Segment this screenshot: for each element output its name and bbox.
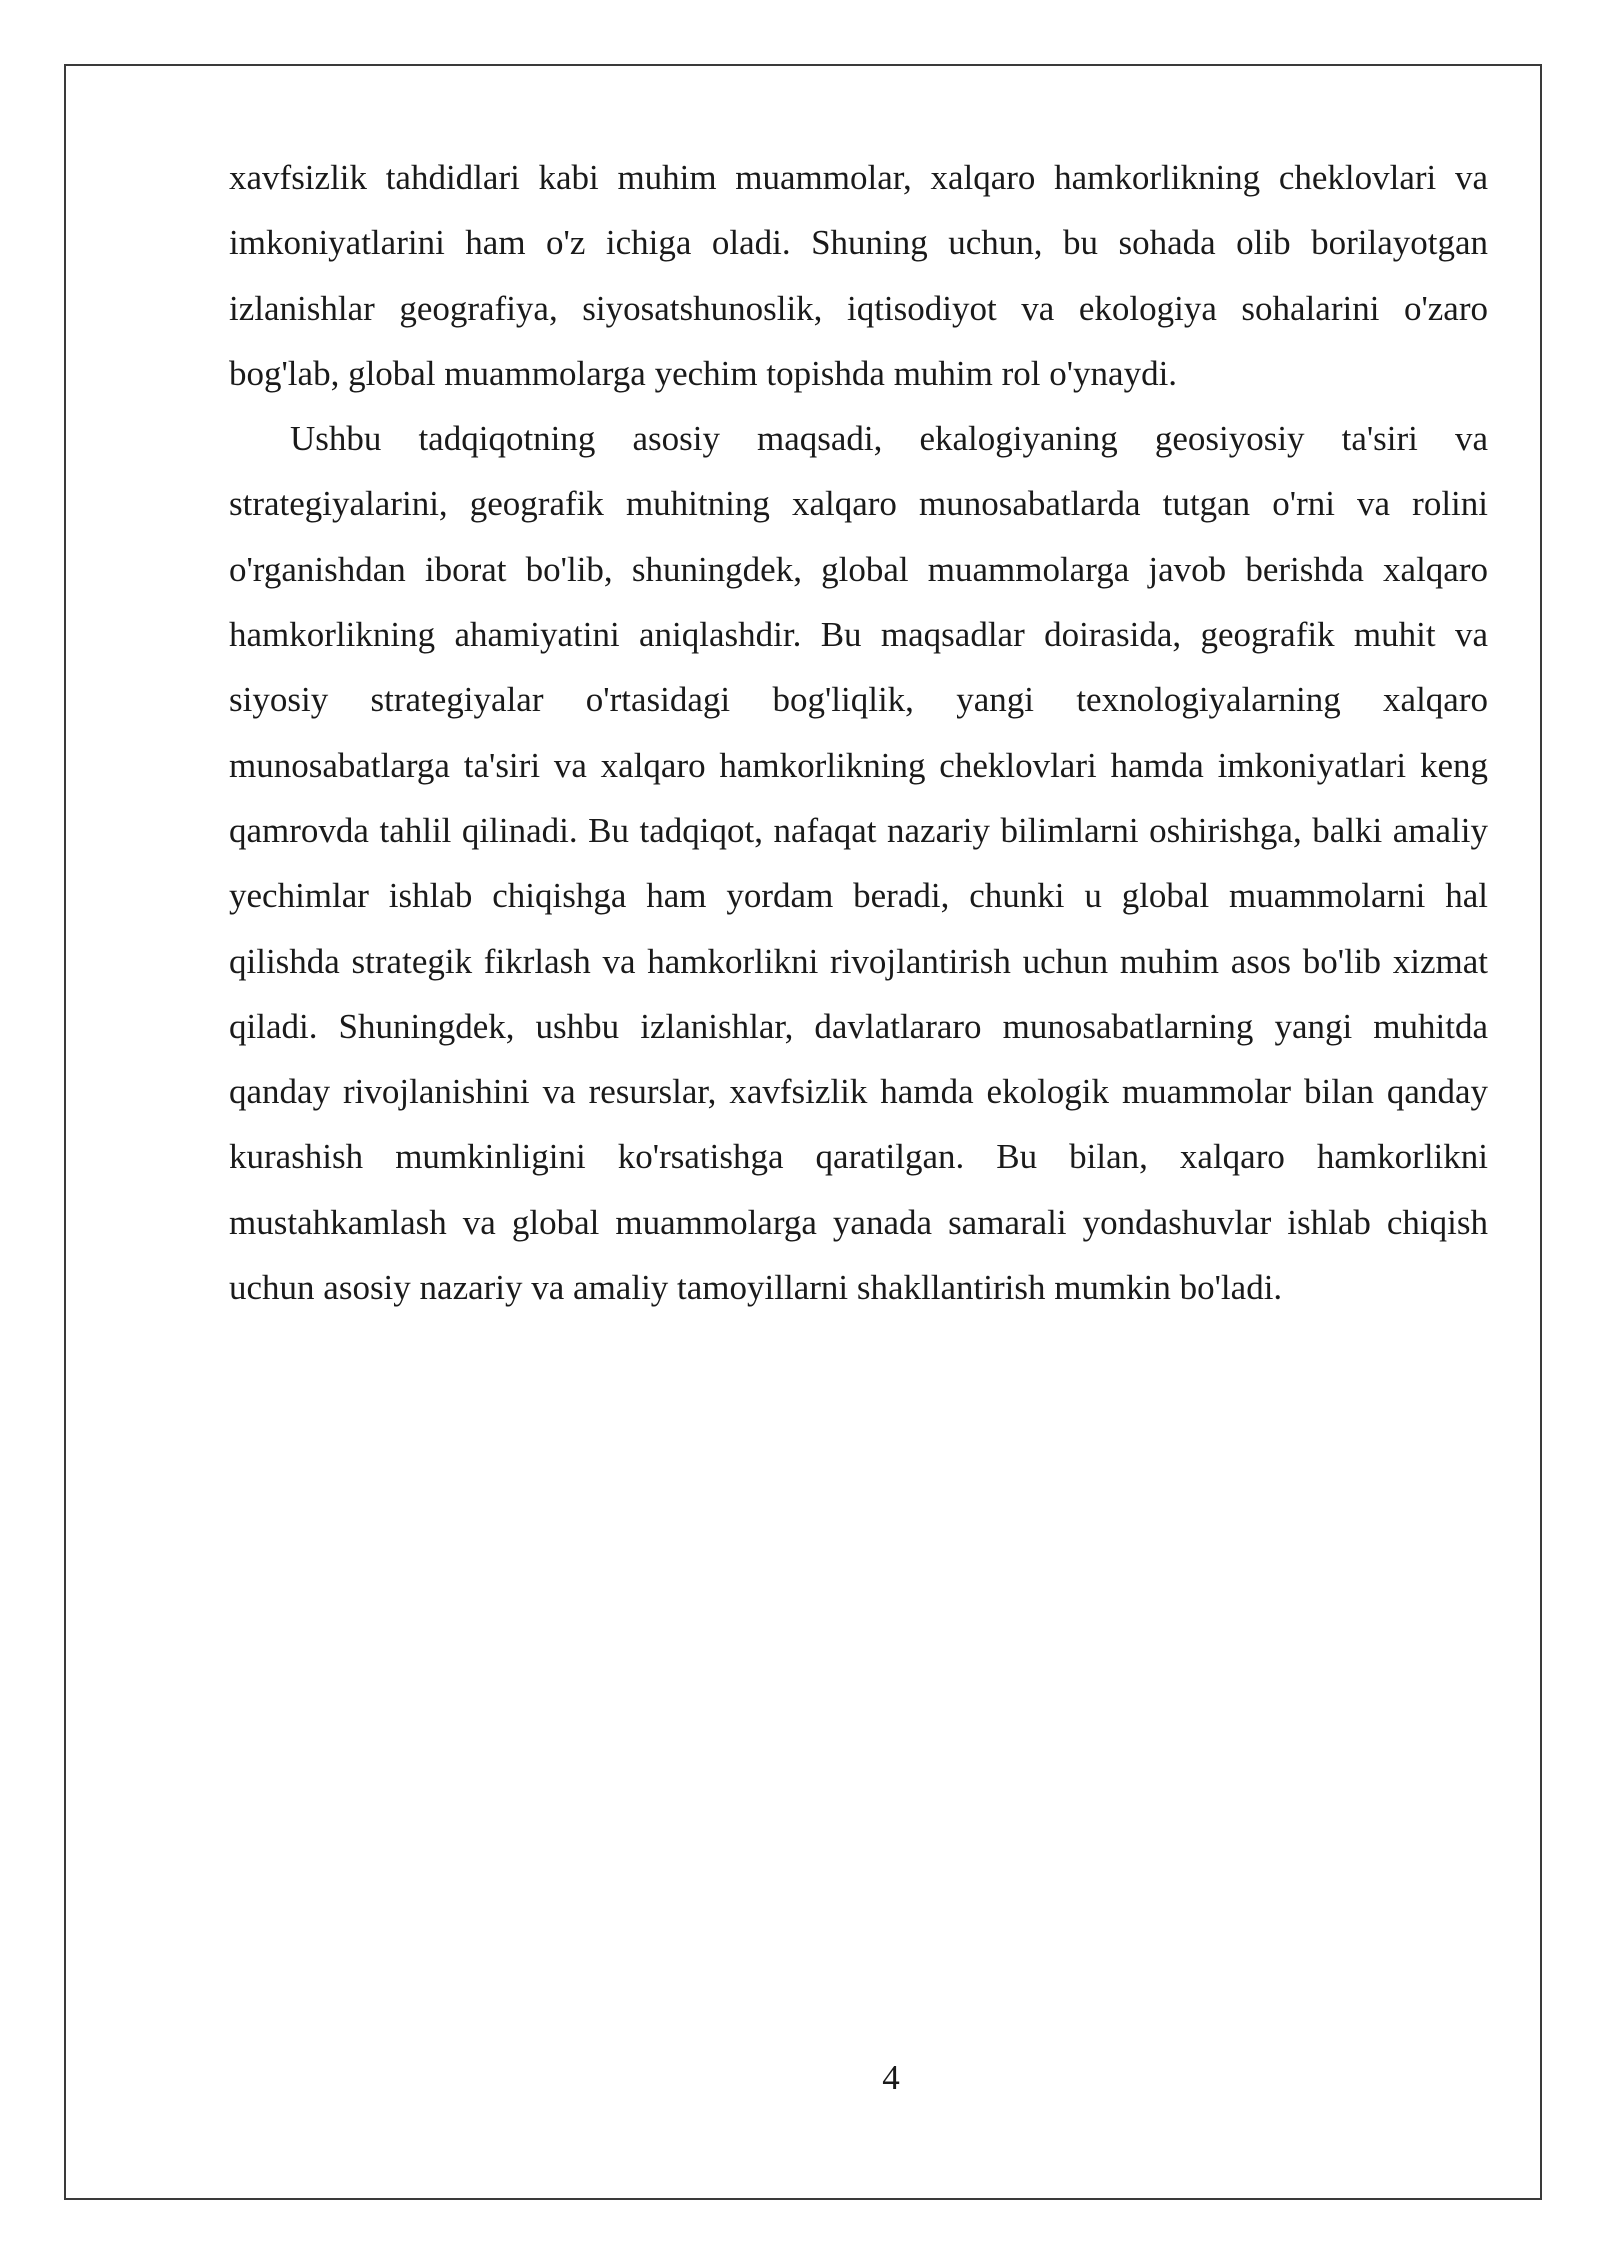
page-number: 4 — [882, 2058, 900, 2097]
paragraph-research-goal: Ushbu tadqiqotning asosiy maqsadi, ekalogiyaning geosiyosiy ta'siri va strategiyalarini, geografik muhitning xalqaro munosabatlarda tutgan o'rni va rolini o'rganishdan iborat bo'lib, shuningdek, global muammolarga javob berishda xalqaro hamkorlikning ahamiyatini aniqlashdir. Bu maqsadlar doirasida, geografik muhit va siyosiy strategiyalar o'rtasidagi bog'liqlik, yangi texnologiyalarning xalqaro munosabatlarga ta'siri va xalqaro hamkorlikning cheklovlari hamda imkoniyatlari keng qamrovda tahlil qilinadi. Bu tadqiqot, nafaqat nazariy bilimlarni oshirishga, balki amaliy yechimlar ishlab chiqishga ham yordam beradi, chunki u global muammolarni hal qilishda strategik fikrlash va hamkorlikni rivojlantirish uchun muhim asos bo'lib xizmat qiladi. Shuningdek, ushbu izlanishlar, davlatlararo munosabatlarning yangi muhitda qanday rivojlanishini va resurslar, xavfsizlik hamda ekologik muammolar bilan qanday kurashish mumkinligini ko'rsatishga qaratilgan. Bu bilan, xalqaro hamkorlikni mustahkamlash va global muammolarga yanada samarali yondashuvlar ishlab chiqish uchun asosiy nazariy va amaliy tamoyillarni shakllantirish mumkin bo'ladi. — [229, 419, 1488, 1308]
paragraph-continued: xavfsizlik tahdidlari kabi muhim muammolar, xalqaro hamkorlikning cheklovlari va imkoniyatlarini ham o'z ichiga oladi. Shuning uchun, bu sohada olib borilayotgan izlanishlar geografiya, siyosatshunoslik, iqtisodiyot va ekologiya sohalarini o'zaro bog'lab, global muammolarga yechim topishda muhim rol o'ynaydi. — [229, 158, 1488, 393]
body-text — [229, 145, 1488, 1320]
